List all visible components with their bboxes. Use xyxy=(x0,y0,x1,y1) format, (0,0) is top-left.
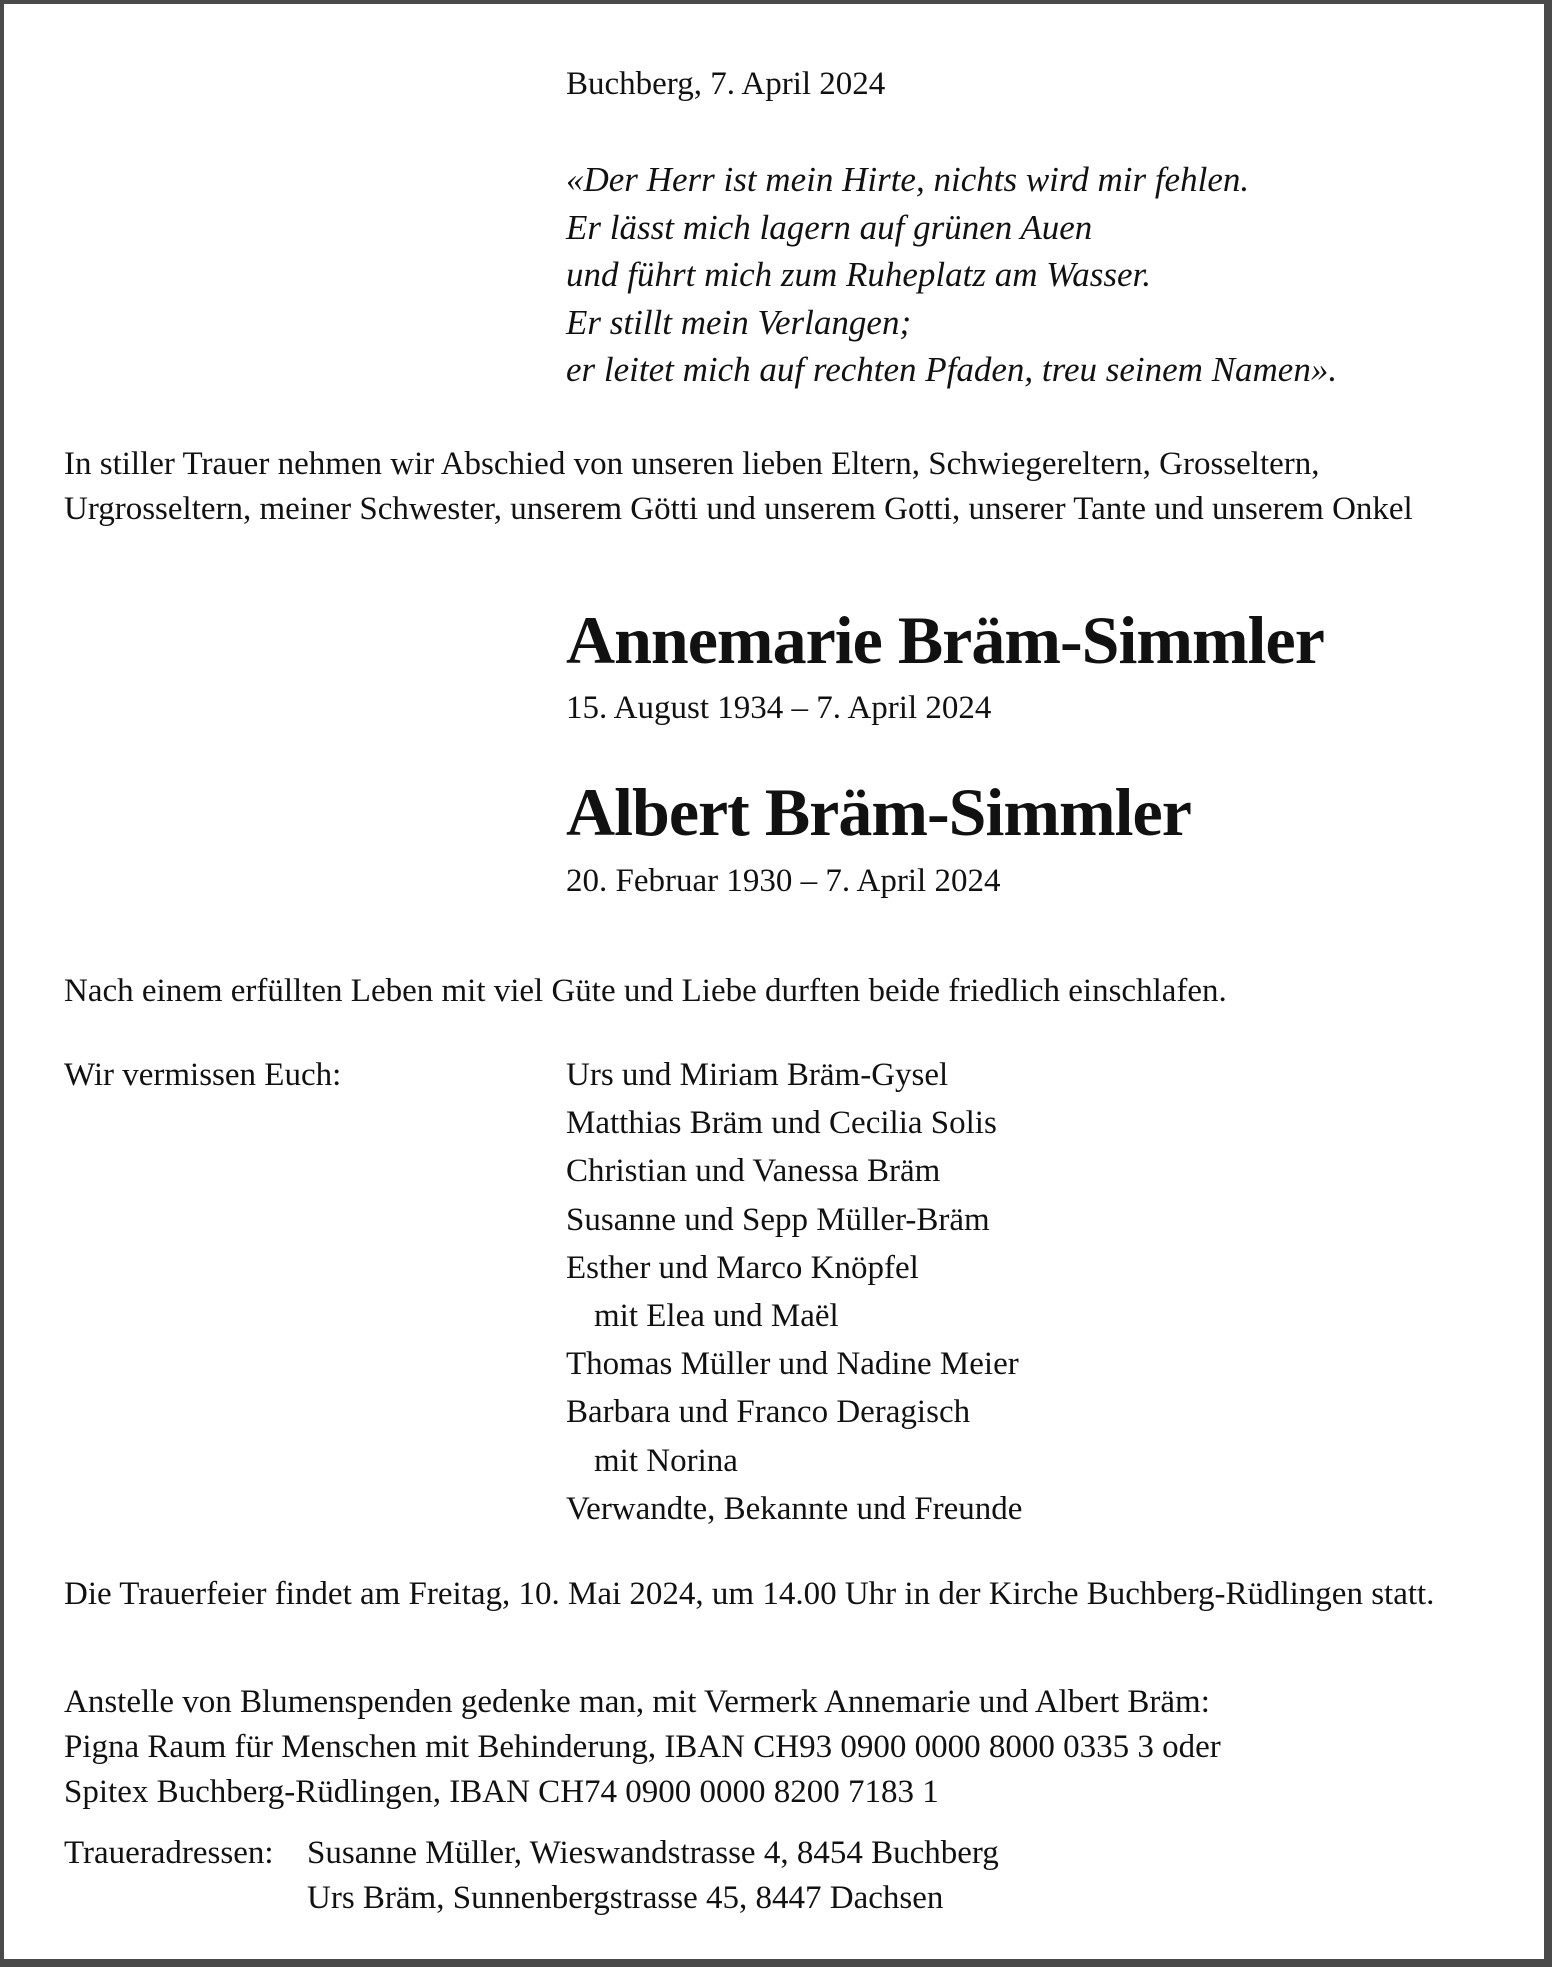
list-item: Verwandte, Bekannte und Freunde xyxy=(566,1490,1023,1527)
psalm-quote xyxy=(566,156,1337,394)
mourners-list xyxy=(566,1051,1022,1533)
fulfilled-life-text: Nach einem erfüllten Leben mit viel Güte und Liebe durften beide friedlich einschlafen. xyxy=(64,973,1227,1009)
address-line: Urs Bräm, Sunnenbergstrasse 45, 8447 Dachsen xyxy=(307,1880,944,1916)
addresses-label: Traueradressen: xyxy=(64,1835,274,1871)
donation-text xyxy=(64,1680,1504,1815)
deceased-dates-albert: 20. Februar 1930 – 7. April 2024 xyxy=(566,863,1001,899)
intro-paragraph: In stiller Trauer nehmen wir Abschied von unseren lieben Eltern, Schwiegereltern, Grosseltern, Urgrosseltern, meiner Schwester, unserem Götti und unserem Gotti, unserer Tante und unserem Onkel xyxy=(64,446,1413,527)
list-item: Susanne und Sepp Müller-Bräm xyxy=(566,1201,990,1238)
list-item: mit Elea und Maël xyxy=(594,1298,839,1335)
address-line: Susanne Müller, Wieswandstrasse 4, 8454 Buchberg xyxy=(307,1835,999,1871)
place-date: Buchberg, 7. April 2024 xyxy=(566,66,886,102)
list-item: Christian und Vanessa Bräm xyxy=(566,1153,941,1190)
donation-line: Pigna Raum für Menschen mit Behinderung, IBAN CH93 0900 0000 8000 0335 3 oder xyxy=(64,1729,1221,1765)
list-item: Esther und Marco Knöpfel xyxy=(566,1249,919,1286)
psalm-line: Er stillt mein Verlangen; xyxy=(566,302,912,342)
psalm-line: und führt mich zum Ruheplatz am Wasser. xyxy=(566,255,1151,294)
donation-line: Spitex Buchberg-Rüdlingen, IBAN CH74 0900 0000 8200 7183 1 xyxy=(64,1774,939,1810)
deceased-name-annemarie: Annemarie Bräm-Simmler xyxy=(566,602,1324,678)
psalm-line: «Der Herr ist mein Hirte, nichts wird mir fehlen. xyxy=(566,160,1250,199)
list-item: Barbara und Franco Deragisch xyxy=(566,1394,971,1431)
list-item: Thomas Müller und Nadine Meier xyxy=(566,1346,1019,1383)
list-item: Matthias Bräm und Cecilia Solis xyxy=(566,1105,997,1142)
deceased-name-albert: Albert Bräm-Simmler xyxy=(566,774,1191,850)
addresses-list xyxy=(307,1831,999,1921)
donation-line: Anstelle von Blumenspenden gedenke man, mit Vermerk Annemarie und Albert Bräm: xyxy=(64,1684,1210,1720)
list-item: Urs und Miriam Bräm-Gysel xyxy=(566,1057,949,1093)
psalm-line: Er lässt mich lagern auf grünen Auen xyxy=(566,207,1093,247)
list-item: mit Norina xyxy=(594,1442,738,1479)
deceased-dates-annemarie: 15. August 1934 – 7. April 2024 xyxy=(566,690,992,726)
mourners-label: Wir vermissen Euch: xyxy=(64,1057,342,1093)
psalm-line: er leitet mich auf rechten Pfaden, treu seinem Namen». xyxy=(566,350,1338,389)
ceremony-text: Die Trauerfeier findet am Freitag, 10. Mai 2024, um 14.00 Uhr in der Kirche Buchberg-Rüdlingen statt. xyxy=(64,1576,1435,1612)
